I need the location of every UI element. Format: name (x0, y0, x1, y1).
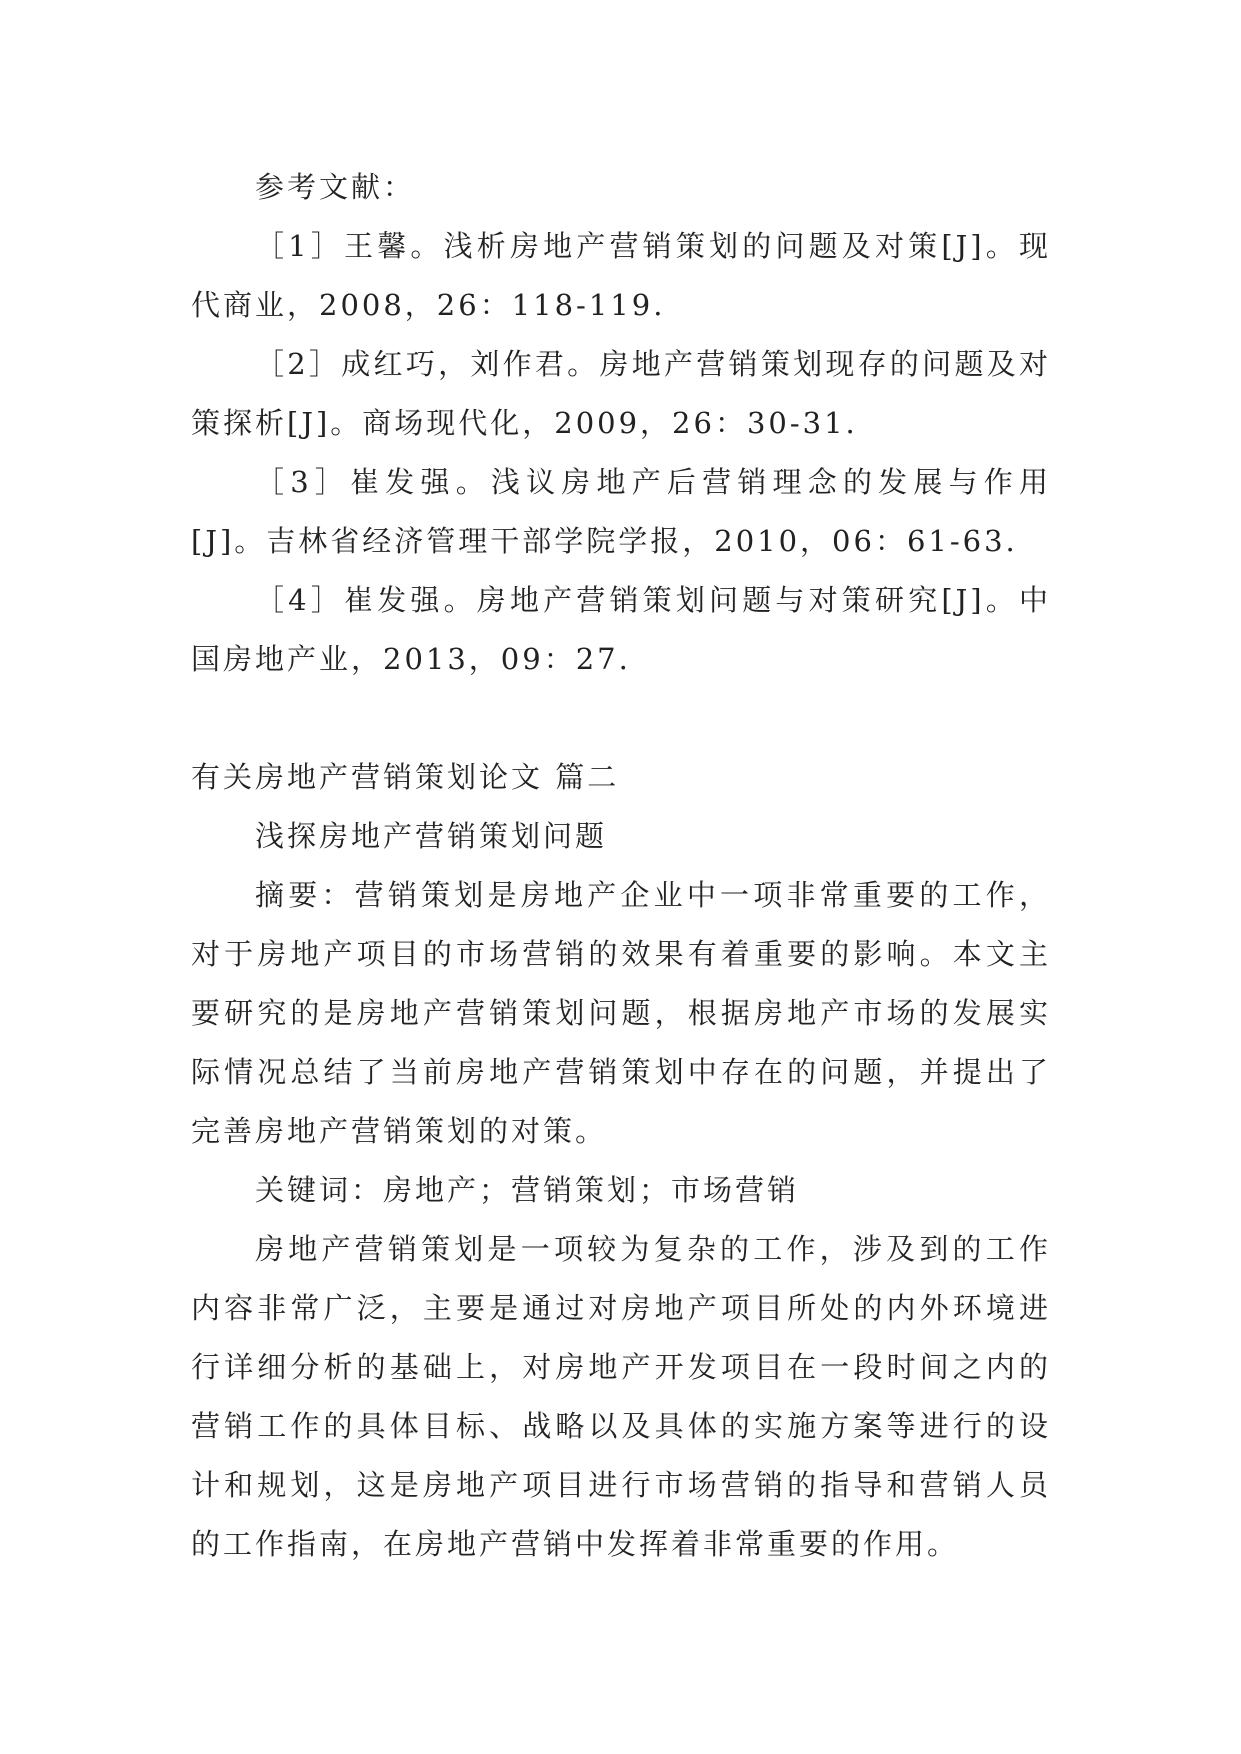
section-title: 有关房地产营销策划论文 篇二 (191, 760, 620, 794)
reference-item-3: ［3］崔发强。浅议房地产后营销理念的发展与作用[J]。吉林省经济管理干部学院学报，2010，06：61-63. (191, 465, 1051, 558)
reference-item-1: ［1］王馨。浅析房地产营销策划的问题及对策[J]。现代商业，2008，26：118-119. (191, 229, 1051, 322)
document-body (191, 158, 1051, 1574)
reference-item-4: ［4］崔发强。房地产营销策划问题与对策研究[J]。中国房地产业，2013，09：27. (191, 583, 1051, 676)
body-paragraph: 房地产营销策划是一项较为复杂的工作，涉及到的工作内容非常广泛，主要是通过对房地产项目所处的内外环境进行详细分析的基础上，对房地产开发项目在一段时间之内的营销工作的具体目标、战略以及具体的实施方案等进行的设计和规划，这是房地产项目进行市场营销的指导和营销人员的工作指南，在房地产营销中发挥着非常重要的作用。 (191, 1232, 1051, 1561)
reference-item-2: ［2］成红巧，刘作君。房地产营销策划现存的问题及对策探析[J]。商场现代化，2009，26：30-31. (191, 347, 1051, 440)
references-heading: 参考文献： (255, 170, 416, 204)
keywords-line: 关键词：房地产；营销策划；市场营销 (255, 1173, 800, 1207)
references-list (191, 217, 1051, 689)
article-title: 浅探房地产营销策划问题 (255, 819, 608, 853)
abstract-paragraph: 摘要：营销策划是房地产企业中一项非常重要的工作，对于房地产项目的市场营销的效果有着重要的影响。本文主要研究的是房地产营销策划问题，根据房地产市场的发展实际情况总结了当前房地产营销策划中存在的问题，并提出了完善房地产营销策划的对策。 (191, 878, 1051, 1148)
